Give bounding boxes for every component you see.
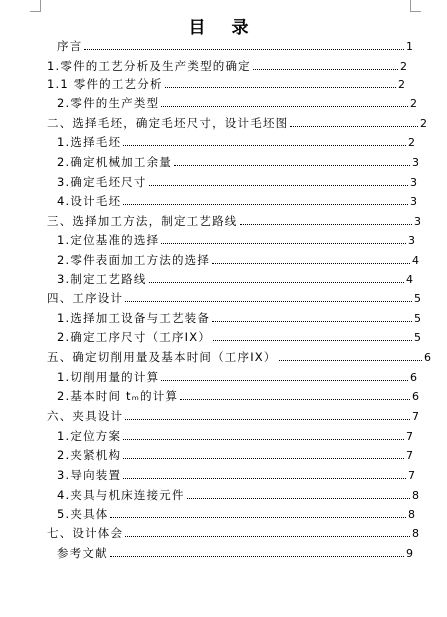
toc-entry	[57, 328, 421, 346]
toc-entry	[57, 486, 419, 504]
toc-leader-dots	[212, 251, 410, 264]
toc-entry-page-number: 2	[420, 116, 427, 130]
toc-entry-page-number: 4	[406, 272, 413, 286]
toc-entry-label: 4.设计毛坯	[57, 194, 122, 208]
toc-leader-dots	[174, 153, 410, 166]
toc-entry-label: 1.选择毛坯	[57, 135, 122, 149]
toc-leader-dots	[84, 37, 404, 50]
toc-entry-page-number: 3	[410, 175, 417, 189]
toc-entry	[57, 133, 415, 151]
toc-leader-dots	[161, 231, 406, 244]
toc-entry-label: 1.定位方案	[57, 429, 122, 443]
toc-entry	[57, 466, 415, 484]
toc-leader-dots	[123, 446, 404, 459]
toc-leader-dots	[149, 270, 404, 283]
toc-leader-dots	[125, 289, 412, 302]
toc-entry-label: 参考文献	[57, 546, 108, 560]
toc-entry-label: 3.制定工艺路线	[57, 272, 147, 286]
toc-entry-label: 3.导向装置	[57, 468, 122, 482]
toc-entry-page-number: 5	[414, 291, 421, 305]
toc-entry	[57, 251, 419, 269]
toc-entry	[47, 407, 419, 425]
toc-entry	[57, 37, 413, 55]
toc-entry-label: 5.夹具体	[57, 507, 109, 521]
toc-entry	[57, 173, 417, 191]
toc-leader-dots	[123, 427, 404, 440]
toc-entry-label: 1.零件的工艺分析及生产类型的确定	[47, 59, 251, 73]
toc-leader-dots	[125, 407, 410, 420]
toc-entry-label: 2.零件表面加工方法的选择	[57, 253, 211, 267]
toc-leader-dots	[240, 212, 413, 225]
toc-entry	[57, 309, 421, 327]
toc-leader-dots	[180, 387, 410, 400]
toc-entry	[57, 427, 413, 445]
toc-entry-label: 1.选择加工设备与工艺装备	[57, 311, 211, 325]
toc-entry-label: 五、确定切削用量及基本时间（工序IX）	[47, 350, 277, 364]
toc-entry-page-number: 3	[412, 155, 419, 169]
toc-entry-page-number: 7	[408, 468, 415, 482]
page-title: 目 录	[188, 18, 259, 38]
toc-entry-label: 3.确定毛坯尺寸	[57, 175, 147, 189]
toc-leader-dots	[213, 328, 412, 341]
toc-leader-dots	[161, 368, 408, 381]
toc-entry-page-number: 5	[414, 330, 421, 344]
toc-leader-dots	[123, 466, 406, 479]
toc-entry	[57, 270, 413, 288]
toc-entry-label: 序言	[57, 39, 83, 53]
toc-entry-page-number: 2	[398, 77, 405, 91]
toc-leader-dots	[187, 486, 410, 499]
toc-entry	[57, 505, 415, 523]
toc-entry	[47, 75, 405, 93]
toc-entry-page-number: 2	[410, 96, 417, 110]
toc-entry	[57, 94, 417, 112]
toc-leader-dots	[123, 192, 408, 205]
toc-entry-label: 四、工序设计	[47, 291, 124, 305]
toc-entry-label: 2.零件的生产类型	[57, 96, 160, 110]
toc-entry-label: 2.基本时间 tₘ的计算	[57, 389, 179, 403]
toc-entry-label: 4.夹具与机床连接元件	[57, 488, 185, 502]
crop-mark-top-left-h	[30, 11, 41, 12]
toc-entry	[57, 544, 413, 562]
toc-entry	[57, 368, 417, 386]
toc-entry-page-number: 5	[414, 311, 421, 325]
toc-entry-label: 六、夹具设计	[47, 409, 124, 423]
toc-entry-page-number: 7	[406, 448, 413, 462]
toc-leader-dots	[212, 309, 412, 322]
toc-leader-dots	[279, 348, 422, 361]
toc-entry	[47, 348, 431, 366]
toc-leader-dots	[110, 544, 404, 557]
toc-entry-page-number: 8	[412, 526, 419, 540]
toc-entry	[57, 387, 419, 405]
toc-entry-page-number: 1	[406, 39, 413, 53]
toc-entry-label: 1.定位基准的选择	[57, 233, 160, 247]
toc-entry-label: 三、选择加工方法，制定工艺路线	[47, 214, 238, 228]
toc-entry-label: 2.确定工序尺寸（工序IX）	[57, 330, 212, 344]
toc-entry-page-number: 4	[412, 253, 419, 267]
toc-entry-page-number: 3	[408, 233, 415, 247]
toc-leader-dots	[253, 57, 398, 70]
toc-entry-page-number: 7	[412, 409, 419, 423]
toc-entry	[57, 231, 415, 249]
toc-entry-page-number: 9	[406, 546, 413, 560]
toc-entry-page-number: 3	[414, 214, 421, 228]
toc-entry-page-number: 6	[410, 370, 417, 384]
toc-entry-label: 二、选择毛坯，确定毛坯尺寸，设计毛坯图	[47, 116, 289, 130]
toc-entry	[47, 57, 407, 75]
toc-leader-dots	[290, 114, 418, 127]
toc-entry-label: 1.切削用量的计算	[57, 370, 160, 384]
crop-mark-top-right-h	[410, 11, 421, 12]
toc-entry-page-number: 7	[406, 429, 413, 443]
toc-entry	[47, 114, 427, 132]
toc-leader-dots	[161, 94, 408, 107]
toc-leader-dots	[110, 505, 406, 518]
toc-leader-dots	[123, 133, 406, 146]
toc-entry-page-number: 8	[408, 507, 415, 521]
toc-leader-dots	[149, 173, 408, 186]
toc-entry-label: 1.1 零件的工艺分析	[47, 77, 163, 91]
toc-entry	[57, 153, 419, 171]
toc-entry-page-number: 2	[408, 135, 415, 149]
toc-entry	[57, 446, 413, 464]
toc-entry-page-number: 6	[424, 350, 431, 364]
toc-leader-dots	[165, 75, 396, 88]
toc-entry	[47, 212, 421, 230]
toc-entry-label: 2.确定机械加工余量	[57, 155, 172, 169]
toc-entry-label: 2.夹紧机构	[57, 448, 122, 462]
toc-entry-page-number: 6	[412, 389, 419, 403]
toc-entry	[47, 524, 419, 542]
toc-entry-page-number: 3	[410, 194, 417, 208]
toc-entry-page-number: 2	[400, 59, 407, 73]
toc-entry	[47, 289, 421, 307]
toc-entry-page-number: 8	[412, 488, 419, 502]
toc-entry	[57, 192, 417, 210]
toc-leader-dots	[125, 524, 410, 537]
toc-entry-label: 七、设计体会	[47, 526, 124, 540]
